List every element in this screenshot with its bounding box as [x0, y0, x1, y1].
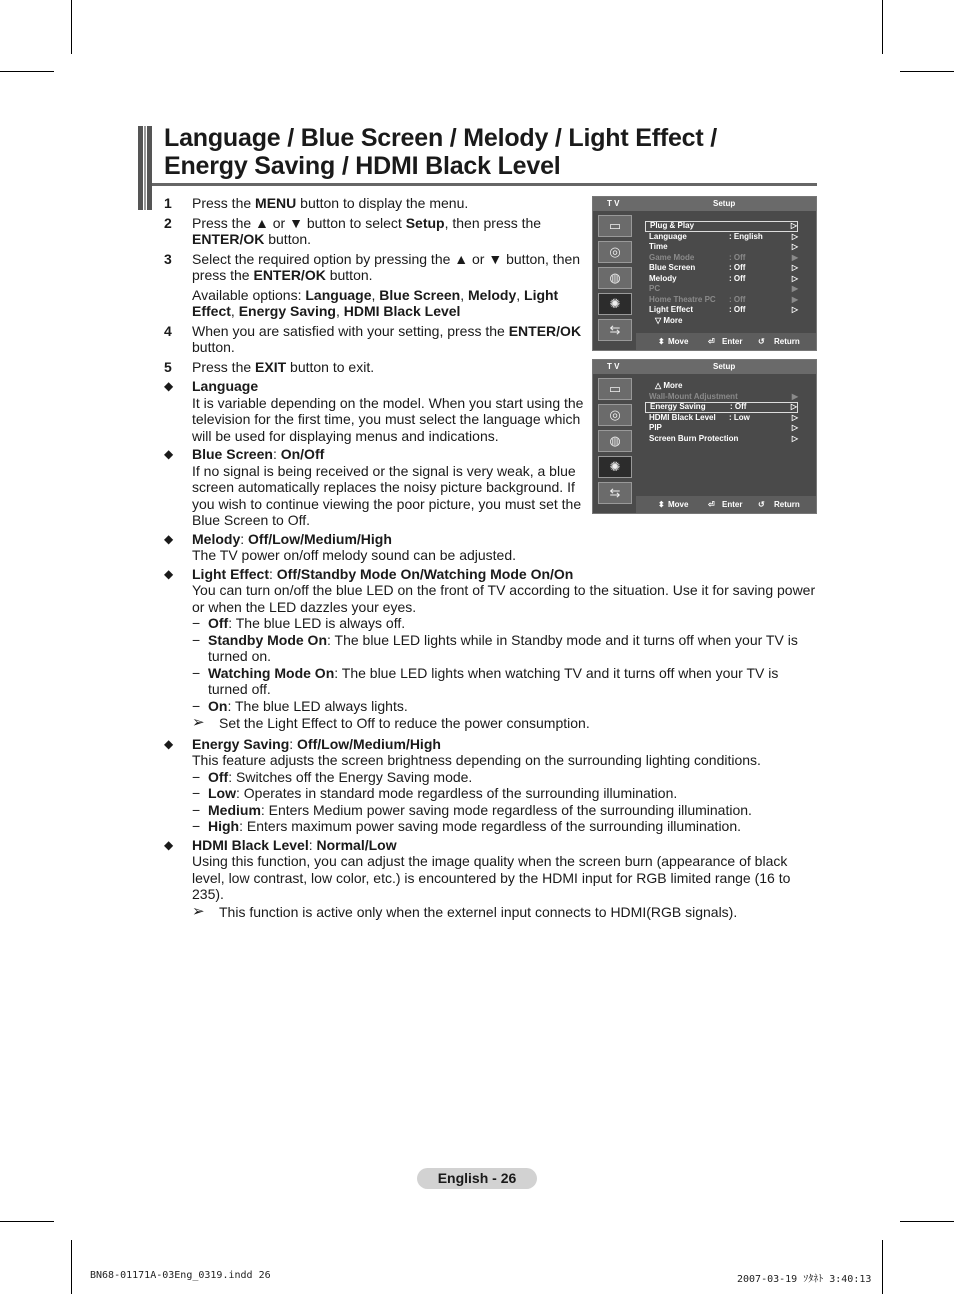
crop-mark: [900, 71, 954, 72]
step-2: 2 Press the ▲ or ▼ button to select Setup, then press the ENTER/OK button.: [164, 214, 542, 247]
osd-row: Blue Screen : Off ▷: [649, 263, 798, 272]
print-footer-right: 2007-03-19 ｿﾀﾈﾄ 3:40:13: [737, 1274, 872, 1285]
tv-menu-screen-2: [592, 359, 817, 514]
step-3: 3 Select the required option by pressing the ▲ or ▼ button, then press the ENTER/OK button.: [164, 250, 581, 283]
list-item: − Watching Mode On: The blue LED lights when watching TV and it turns off when your TV is turned off.: [192, 664, 779, 697]
list-item: − High: Enters maximum power saving mode regardless of the surrounding illumination.: [192, 818, 742, 834]
osd-row: Game Mode : Off ▶: [649, 252, 798, 262]
channel-icon: ◍: [598, 267, 632, 289]
osd-row: Language : English ▷: [649, 231, 798, 241]
osd-row: ▽ More: [655, 315, 683, 325]
input-icon: ⇆: [598, 319, 632, 341]
title-underline: [152, 183, 817, 186]
sound-icon: ◎: [598, 241, 632, 263]
section-melody: ◆ Melody: Off/Low/Medium/High The TV power on/off melody sound can be adjusted.: [164, 530, 517, 563]
return-icon: ↺: [758, 337, 765, 346]
bullet-icon: ◆: [164, 447, 174, 461]
picture-icon: ▭: [598, 378, 632, 400]
bullet-icon: ◆: [164, 837, 174, 852]
osd-row: Light Effect : Off ▷: [649, 305, 798, 314]
osd-sidebar: [593, 374, 636, 504]
note: ➢ Set the Light Effect to Off to reduce the power consumption.: [192, 714, 590, 731]
step-5: 5 Press the EXIT button to exit.: [164, 358, 375, 375]
crop-mark: [882, 0, 883, 54]
sound-icon: ◎: [598, 404, 632, 426]
steps-block: [164, 195, 584, 529]
osd-footer: ⬍ Move ⏎ Enter ↺ Return: [636, 496, 816, 513]
osd-row: Energy Saving : Off ▷: [645, 402, 798, 413]
print-footer-left: BN68-01171A-03Eng_0319.indd 26: [90, 1270, 271, 1281]
page-title: [164, 124, 717, 180]
section-language: ◆ Language It is variable depending on the model. When you start using the television for the first time, you must select the language which will be used for displaying menus and indications.: [164, 378, 584, 444]
crop-mark: [71, 1240, 72, 1294]
bullet-icon: ◆: [164, 379, 174, 393]
list-item: − Off: The blue LED is always off.: [192, 615, 406, 631]
bullet-icon: ◆: [164, 531, 174, 546]
osd-header: T V Setup: [593, 197, 816, 211]
osd-row: PC ▶: [649, 284, 798, 293]
title-line-2: Energy Saving / HDMI Black Level: [164, 152, 561, 180]
enter-icon: ⏎: [708, 337, 715, 346]
input-icon: ⇆: [598, 482, 632, 504]
osd-menu-list: [645, 381, 798, 444]
tv-menu-screen-1: [592, 196, 817, 351]
step-1: 1 Press the MENU button to display the menu.: [164, 195, 469, 211]
setup-icon: ✺: [598, 293, 632, 315]
osd-sidebar: [593, 211, 636, 341]
move-icon: ⬍: [658, 337, 665, 346]
crop-mark: [900, 1221, 954, 1222]
section-light-effect: ◆ Light Effect: Off/Standby Mode On/Watching Mode On/On You can turn on/off the blue LED on the front of TV according to the situation. Use it for saving power or when the LED dazzles your eyes. − Off: The blue LED is always off. − Standby Mode On: The blue LED lights while in Standby mode and it turns off when your TV is turned on. − Watching Mode On: The blue LED lights when watching TV and it turns off when your TV is turned off. − On: The blue LED always lights. ➢ Set the Light Effect to Off to reduce the power consumption.: [164, 566, 820, 734]
return-icon: ↺: [758, 500, 765, 509]
osd-row: Plug & Play ▷: [645, 221, 798, 232]
list-item: − Low: Operates in standard mode regardless of the surrounding illumination.: [192, 785, 678, 801]
picture-icon: ▭: [598, 215, 632, 237]
move-icon: ⬍: [658, 500, 665, 509]
osd-row: Melody : Off ▷: [649, 273, 798, 283]
section-blue-screen: ◆ Blue Screen: On/Off If no signal is being received or the signal is very weak, a blue screen automatically replaces the noisy picture background. If you wish to continue viewing the poor picture, you must set the Blue Screen to Off.: [164, 446, 582, 528]
crop-mark: [0, 71, 54, 72]
note-arrow-icon: ➢: [192, 714, 205, 731]
osd-row: Time ▷: [649, 242, 798, 251]
list-item: − Medium: Enters Medium power saving mode regardless of the surrounding illumination.: [192, 801, 752, 818]
section-energy-saving: ◆ Energy Saving: Off/Low/Medium/High This feature adjusts the screen brightness depending on the surrounding lighting conditions. − Off: Switches off the Energy Saving mode. − Low: Operates in standard mode regardless of the surrounding illumination. − Medium: Enters Medium power saving mode regardless of the surrounding illumination. − High: Enters maximum power saving mode regardless of the surrounding illumination.: [164, 736, 820, 835]
title-accent-bar: [138, 126, 152, 210]
page-number-badge: English - 26: [417, 1168, 537, 1189]
osd-row: Home Theatre PC : Off ▶: [649, 294, 798, 304]
osd-footer: ⬍ Move ⏎ Enter ↺ Return: [636, 333, 816, 350]
step-4: 4 When you are satisfied with your setting, press the ENTER/OK button.: [164, 322, 582, 355]
list-item: − On: The blue LED always lights.: [192, 697, 408, 714]
note: ➢ This function is active only when the externel input connects to HDMI(RGB signals).: [192, 902, 738, 920]
osd-row: Wall-Mount Adjustment ▶: [649, 391, 798, 401]
osd-menu-list: [645, 221, 798, 326]
title-line-1: Language / Blue Screen / Melody / Light Effect /: [164, 124, 717, 152]
osd-row: Screen Burn Protection ▷: [649, 433, 798, 443]
list-item: − Off: Switches off the Energy Saving mode.: [192, 768, 473, 785]
available-options: Available options: Language, Blue Screen, Melody, Light Effect, Energy Saving, HDMI Black Level: [192, 286, 559, 319]
channel-icon: ◍: [598, 430, 632, 452]
osd-row: HDMI Black Level : Low ▷: [649, 412, 798, 422]
crop-mark: [0, 1221, 54, 1222]
crop-mark: [882, 1240, 883, 1294]
note-arrow-icon: ➢: [192, 902, 205, 920]
bullet-icon: ◆: [164, 736, 174, 751]
enter-icon: ⏎: [708, 500, 715, 509]
osd-row: △ More: [655, 381, 683, 390]
bullet-icon: ◆: [164, 566, 174, 581]
crop-mark: [71, 0, 72, 54]
osd-row: PIP ▷: [649, 423, 798, 432]
list-item: − Standby Mode On: The blue LED lights while in Standby mode and it turns off when your TV is turned on.: [192, 631, 798, 664]
osd-header: T V Setup: [593, 360, 816, 374]
section-hdmi-black-level: ◆ HDMI Black Level: Normal/Low Using this function, you can adjust the image quality when the screen burn (appearance of black level, low contrast, low color, etc.) is encountered by the HDMI input for RGB limited range (16 to 235). ➢ This function is active only when the externel input connects to HDMI(RGB signals).: [164, 837, 820, 923]
setup-icon: ✺: [598, 456, 632, 478]
